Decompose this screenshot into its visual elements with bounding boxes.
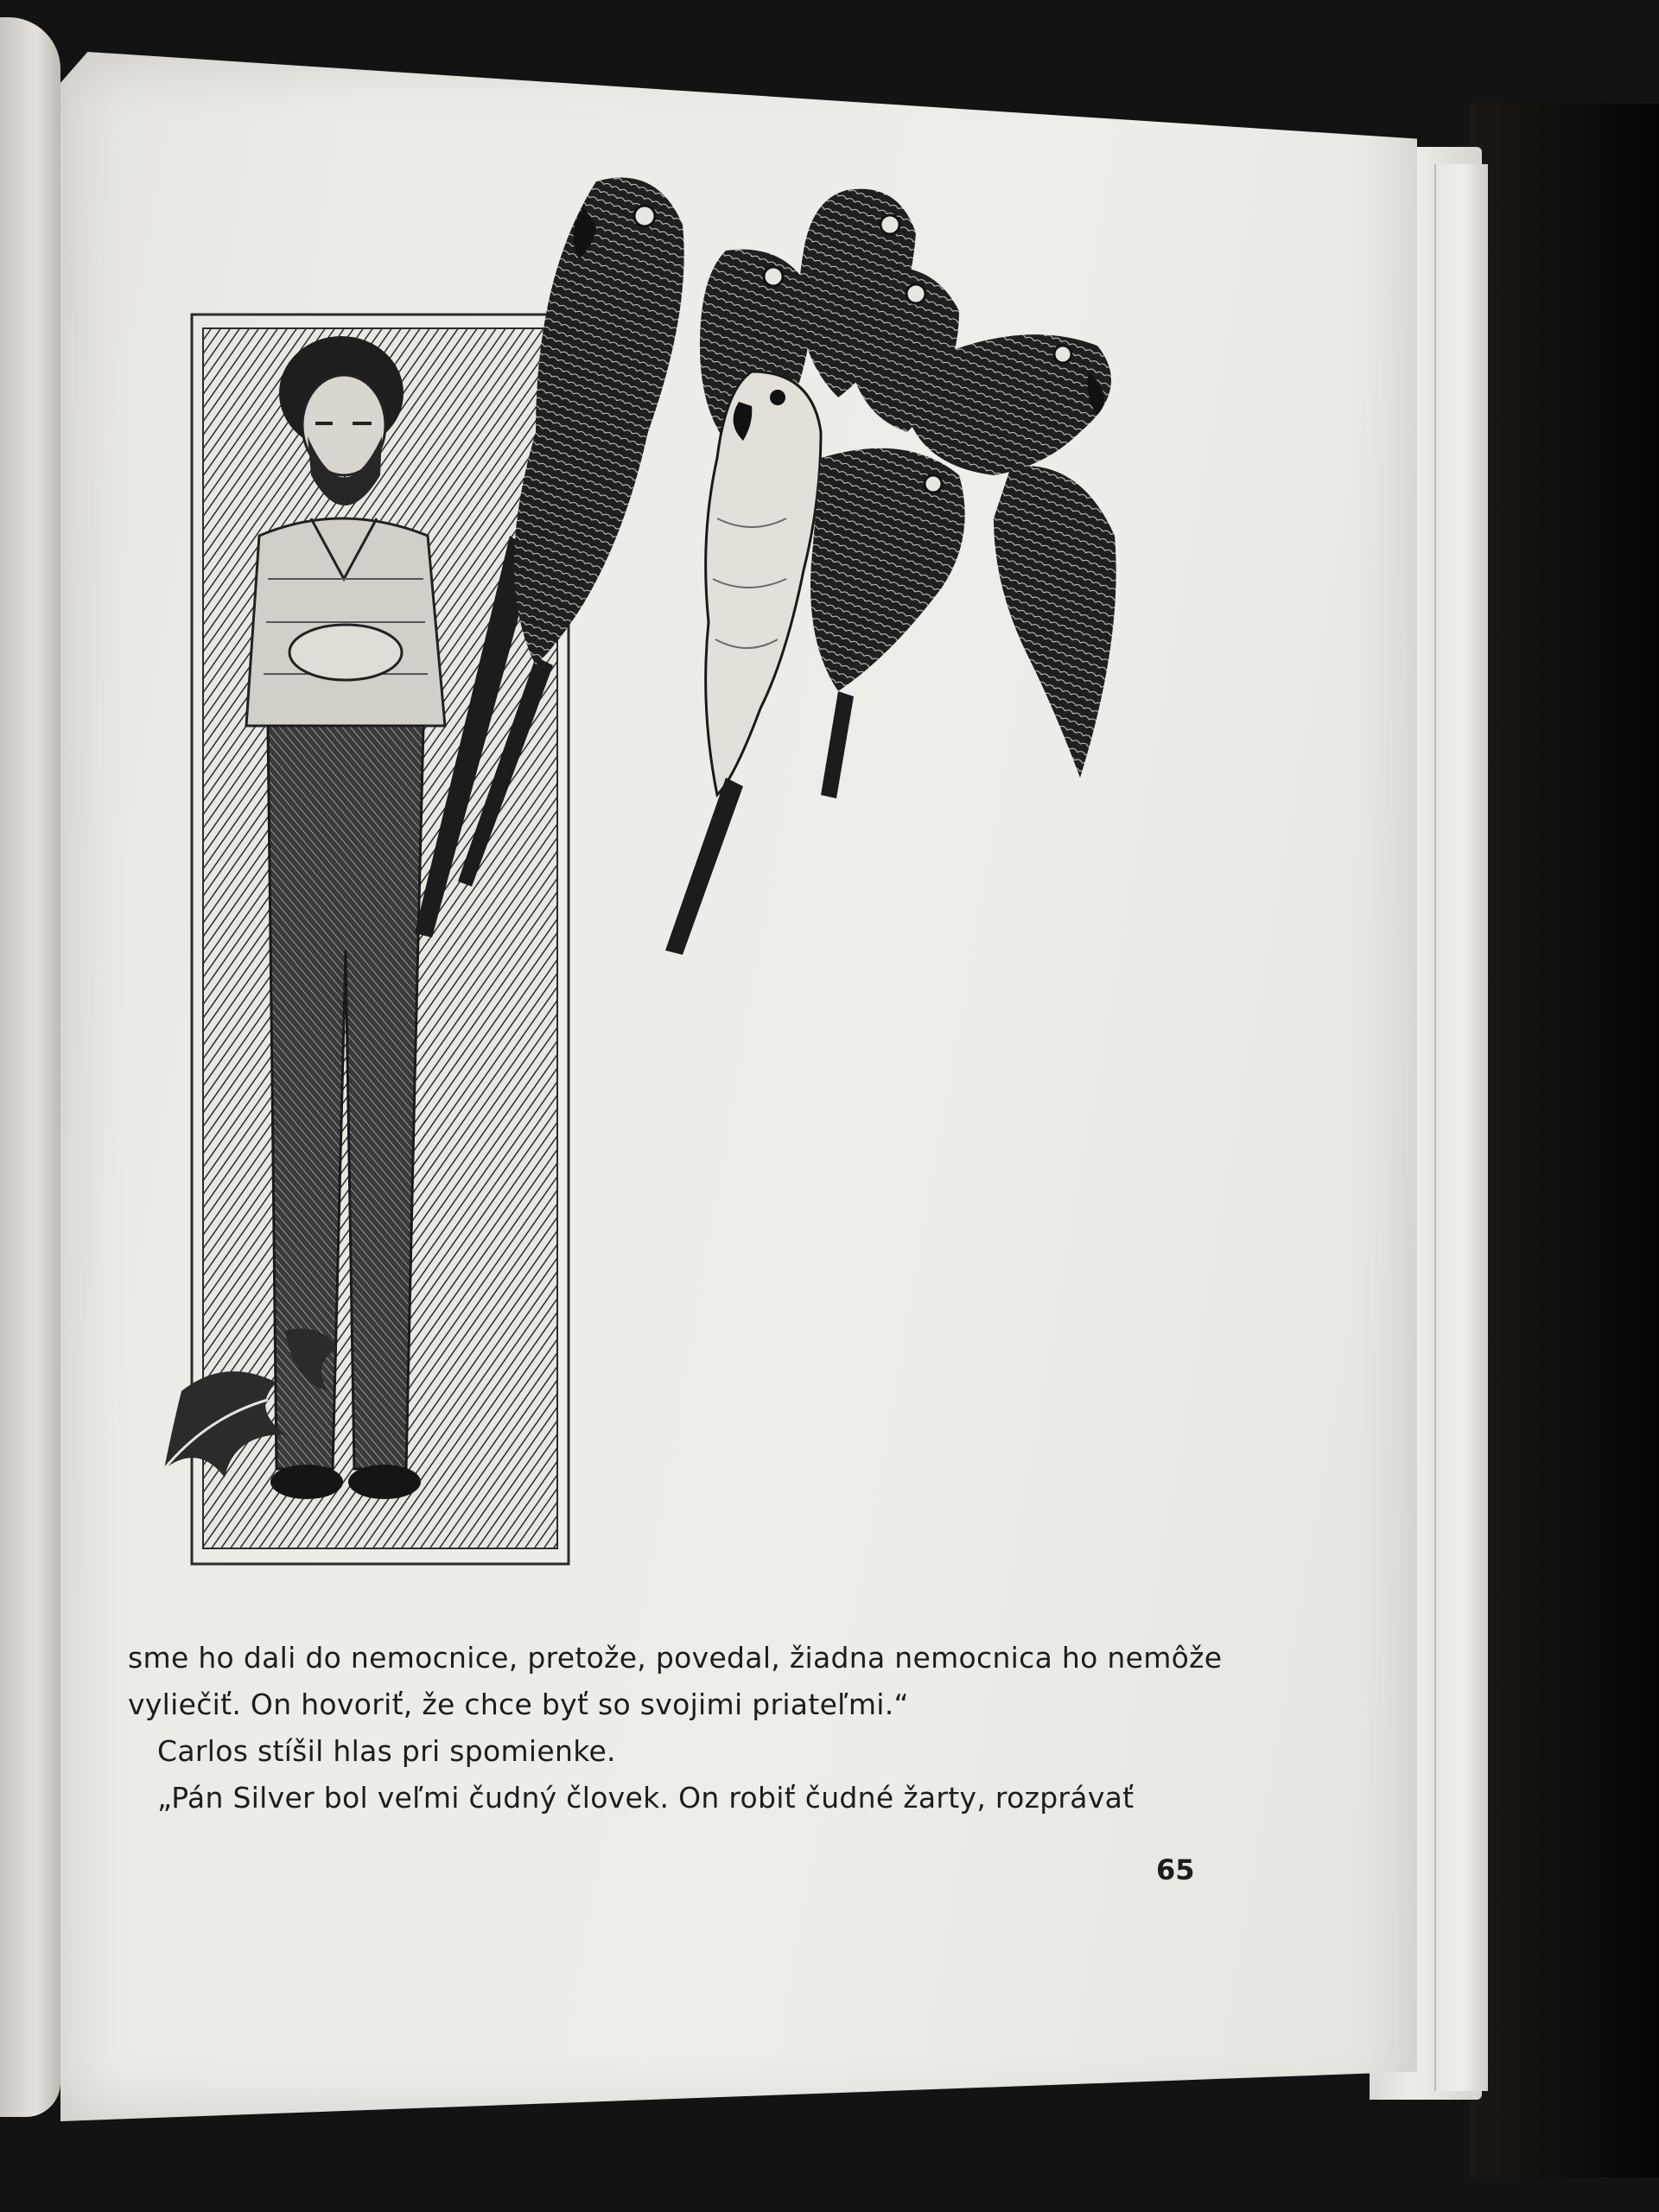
book-cover-edge bbox=[1434, 164, 1488, 2091]
left-page-edge bbox=[0, 17, 60, 2117]
page-number: 65 bbox=[1156, 1853, 1195, 1886]
text-line: Carlos stíšil hlas pri spomienke. bbox=[157, 1734, 616, 1768]
text-line: „Pán Silver bol veľmi čudný človek. On robiť čudné žarty, rozprávať bbox=[157, 1781, 1135, 1815]
body-text bbox=[128, 1635, 1223, 1821]
text-line: sme ho dali do nemocnice, pretože, povedal, žiadna nemocnica ho nemôže bbox=[128, 1641, 1223, 1675]
ink-illustration bbox=[130, 173, 1201, 1581]
text-line: vyliečiť. On hovoriť, že chce byť so svojimi priateľmi.“ bbox=[128, 1688, 909, 1721]
table-background bbox=[1469, 104, 1659, 2177]
